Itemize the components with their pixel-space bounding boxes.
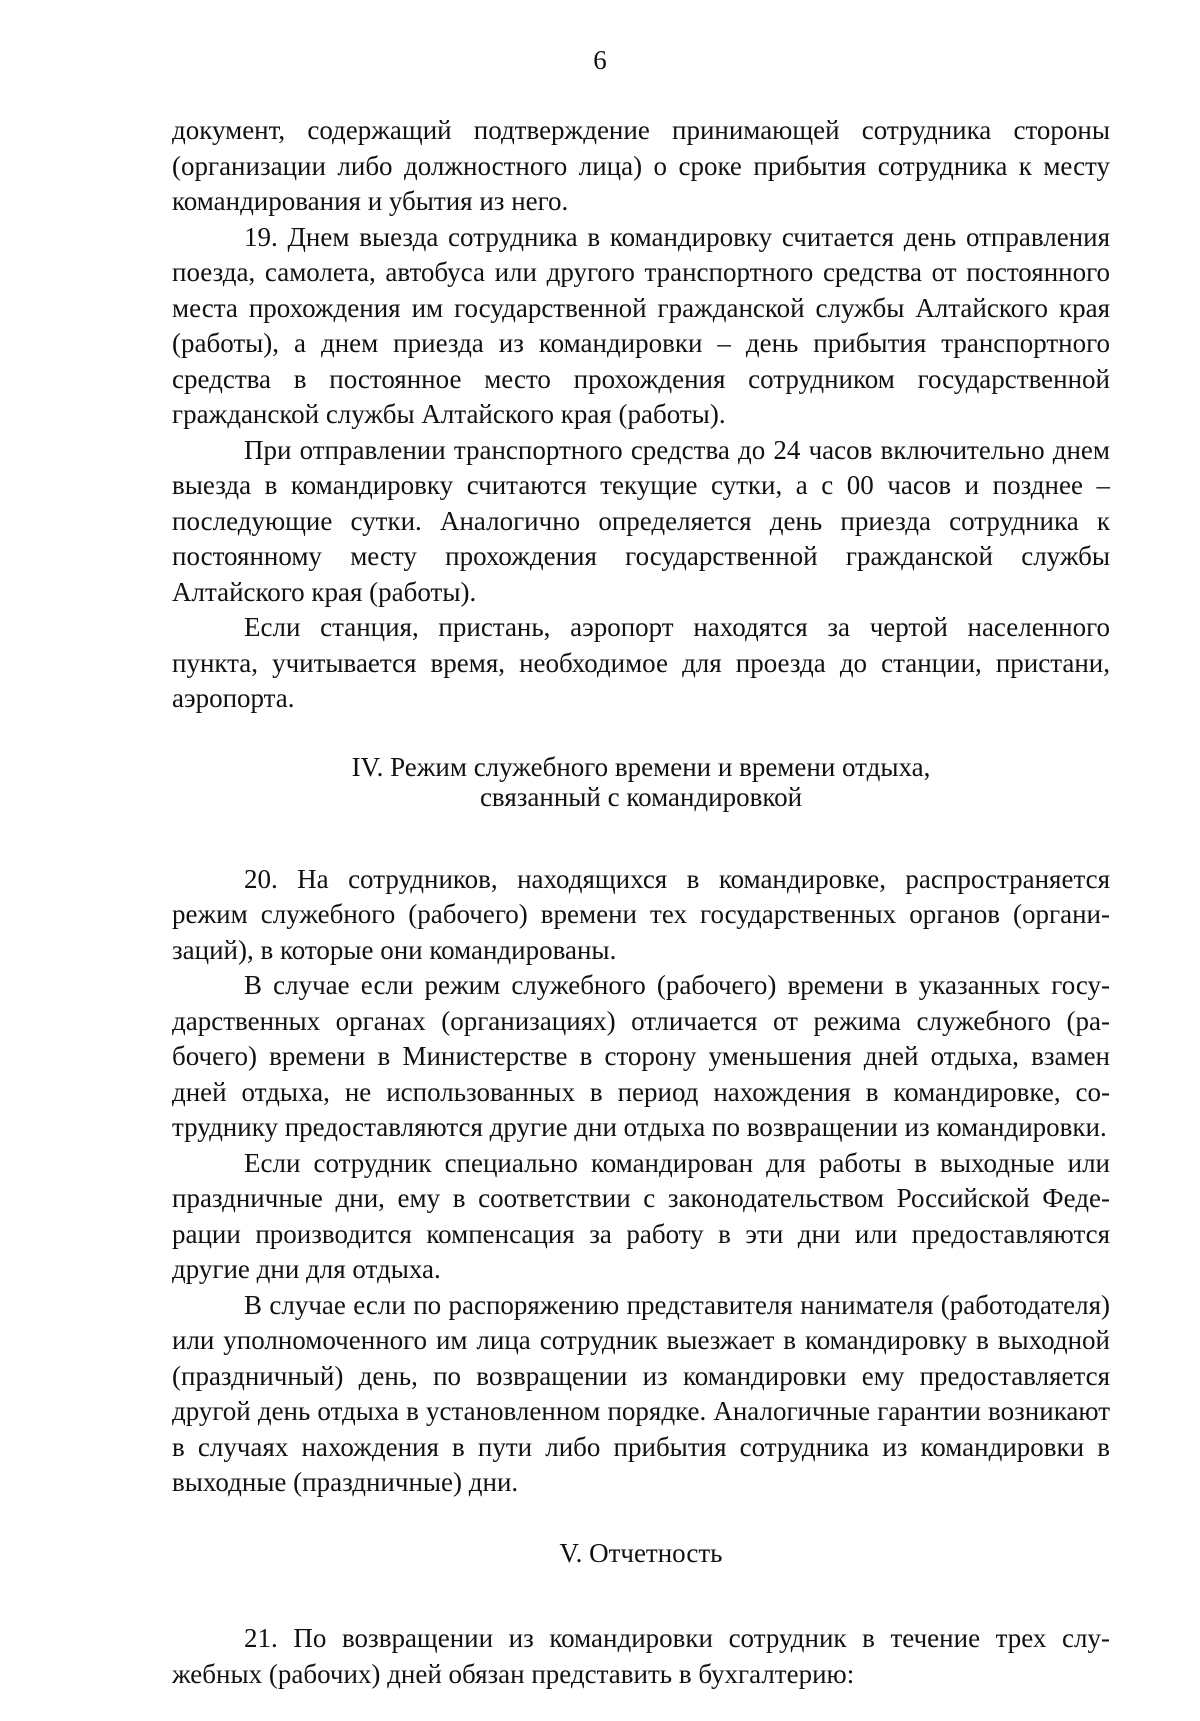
section-heading-v: V. Отчетность xyxy=(559,1537,723,1568)
paragraph-20-holiday: В случае если по распоряжению представителя нанимателя (работодателя) или уполномоченного им лица сотрудник выезжает в командировку в выходной (праздничный) день, по возвращении из командировки ему предоставляется другой день отдыха в установленном порядке. Аналогичные гарантии возникают в случаях нахождения в пути либо прибытия сотрудника из командировки в выходные (праздничные) дни. xyxy=(172,1289,1110,1497)
paragraph-intro: документ, содержащий подтверждение принимающей сотрудника стороны (организации либо должностного лица) о сроке прибытия сотрудника к месту командирования и убытия из него. xyxy=(172,115,1110,216)
paragraph-20: 20. На сотрудников, находящихся в командировке, распространяется режим служебного (рабочего) времени тех государственных органов (организаций), в которые они командированы. xyxy=(172,863,1110,965)
paragraph-19-time: При отправлении транспортного средства до 24 часов включительно днем выезда в командировку считаются текущие сутки, а с 00 часов и позднее – последующие сутки. Аналогично определяется день приезда сотрудника к постоянному месту прохождения государственной гражданской службы Алтайского края (работы). xyxy=(172,434,1110,607)
paragraph-21: 21. По возвращении из командировки сотрудник в течение трех служебных (рабочих) дней обязан представить в бухгалтерию: xyxy=(172,1623,1110,1689)
section-heading-iv xyxy=(172,752,1110,812)
paragraph-19: 19. Днем выезда сотрудника в командировку считается день отправления поезда, самолета, автобуса или другого транспортного средства от постоянного места прохождения им государственной гражданской службы Алтайского края (работы), а днем приезда из командировки – день прибытия транспортного средства в постоянное место прохождения сотрудником государственной гражданской службы Алтайского края (работы). xyxy=(172,221,1110,429)
paragraph-19-station: Если станция, пристань, аэропорт находятся за чертой населенного пункта, учитывается время, необходимое для проезда до станции, пристани, аэропорта. xyxy=(172,612,1110,713)
document-body xyxy=(172,113,1110,1692)
section-heading-iv-line2: связанный с командировкой xyxy=(479,781,803,812)
paragraph-20-schedule: В случае если режим служебного (рабочего) времени в указанных государственных органах (организациях) отличается от режима служебного (рабочего) времени в Министерстве в сторону уменьшения дней отдыха, взамен дней отдыха, не использованных в период нахождения в командировке, сотруднику предоставляются другие дни отдыха по возвращении из командировки. xyxy=(172,970,1110,1142)
paragraph-20-weekend: Если сотрудник специально командирован для работы в выходные или праздничные дни, ему в соответствии с законодательством Российской Федерации производится компенсация за работу в эти дни или предоставляются другие дни для отдыха. xyxy=(172,1147,1110,1284)
section-heading-iv-line1: IV. Режим служебного времени и времени отдыха, xyxy=(351,751,931,782)
page-number: 6 xyxy=(593,45,607,75)
